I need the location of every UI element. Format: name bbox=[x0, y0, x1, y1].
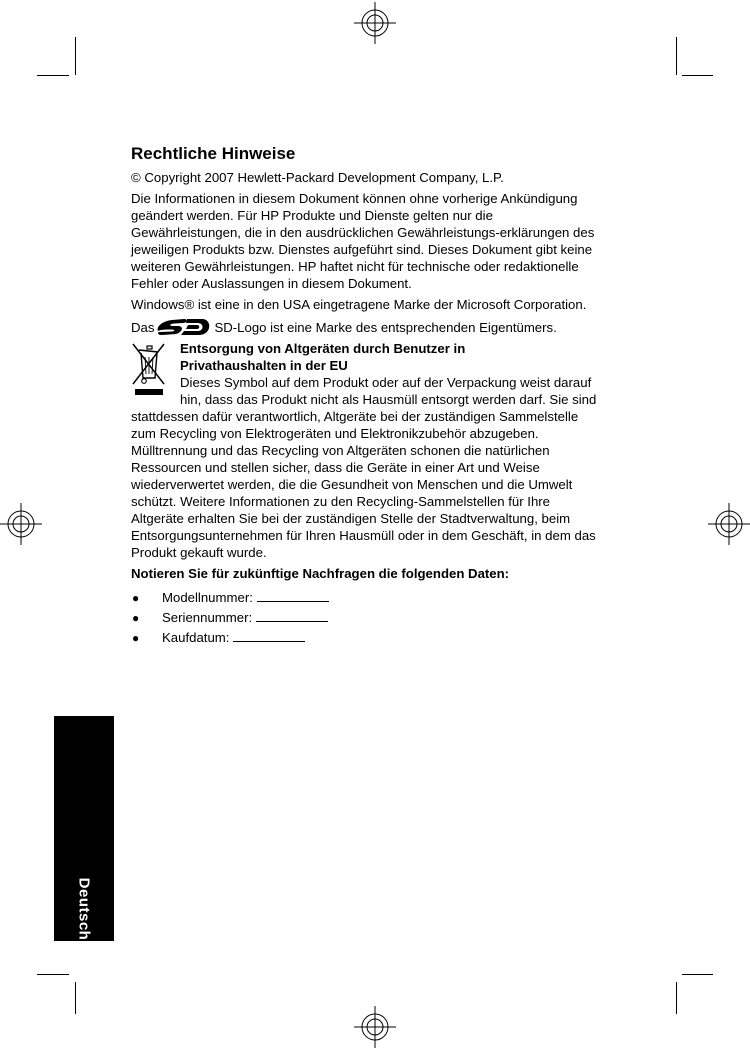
registration-mark-icon bbox=[0, 503, 42, 545]
crop-mark bbox=[75, 37, 76, 75]
info-paragraph: Die Informationen in diesem Dokument können ohne vorherige Ankündigung geändert werden. Für HP Produkte und Dienste gelten nur die Gewährleistungen, die in den ausdrücklichen Gewährleistungs-erklärungen des jeweiligen Produkts bzw. Dienstes aufgeführt sind. Dieses Dokument gibt keine weiteren Gewährleistungen. HP haftet nicht für technische oder redaktionelle Fehler oder Auslassungen in diesem Dokument. bbox=[131, 191, 595, 291]
crossed-out-wheelie-bin-icon bbox=[131, 340, 167, 396]
serial-number-label: Seriennummer: bbox=[162, 610, 253, 625]
crop-mark bbox=[75, 982, 76, 1014]
crop-mark bbox=[676, 982, 677, 1014]
weee-text: Dieses Symbol auf dem Produkt oder auf der Verpackung weist darauf hin, dass das Produkt nicht als Hausmüll entsorgt werden darf. Sie sind stattdessen dafür verantwortlich, Altgeräte bei der zuständigen Sammelstelle zum Recycling von Elektrogeräten und Elektronikzubehör abzugeben. Mülltrennung und das Recycling von Altgeräten schonen die natürlichen Ressourcen und stellen sicher, dass die Geräte in einer Art und Weise wiederverwertet werden, die die Gesundheit von Menschen und die Umwelt schützt. Weitere Informationen zu den Recycling-Sammelstellen für Ihre Altgeräte erhalten Sie bei der zuständigen Stelle der Stadtverwaltung, beim Entsorgungsunternehmen für Ihren Hausmüll oder in dem Geschäft, in dem das Produkt gekauft wurde. bbox=[131, 375, 597, 560]
sd-prefix: Das bbox=[131, 319, 155, 335]
registration-mark-icon bbox=[354, 1006, 396, 1048]
record-fields-list bbox=[131, 588, 603, 648]
copyright-line: © Copyright 2007 Hewlett-Packard Development Company, L.P. bbox=[131, 170, 504, 185]
model-number-label: Modellnummer: bbox=[162, 590, 253, 605]
registration-mark-icon bbox=[354, 2, 396, 44]
purchase-date-label: Kaufdatum: bbox=[162, 630, 230, 645]
purchase-date-blank bbox=[233, 628, 305, 642]
crop-mark bbox=[682, 974, 713, 975]
serial-number-blank bbox=[256, 608, 328, 622]
windows-trademark-paragraph: Windows® ist eine in den USA eingetragene Marke der Microsoft Corporation. bbox=[131, 297, 587, 312]
language-tab-label: Deutsch bbox=[75, 877, 93, 940]
list-item bbox=[131, 608, 603, 628]
sd-trademark-line bbox=[131, 317, 603, 337]
notes-heading: Notieren Sie für zukünftige Nachfragen die folgenden Daten: bbox=[131, 566, 510, 581]
bullet-icon: ● bbox=[132, 611, 140, 625]
crop-mark bbox=[37, 75, 69, 76]
bullet-icon: ● bbox=[132, 631, 140, 645]
crop-mark bbox=[676, 37, 677, 75]
sd-logo-icon bbox=[154, 317, 212, 337]
model-number-blank bbox=[257, 588, 329, 602]
list-item bbox=[131, 588, 603, 608]
bullet-icon: ● bbox=[132, 591, 140, 605]
page-title: Rechtliche Hinweise bbox=[131, 144, 296, 163]
registration-mark-icon bbox=[708, 503, 750, 545]
sd-suffix: SD-Logo ist eine Marke des entsprechenden Eigentümers. bbox=[214, 319, 557, 335]
weee-section bbox=[131, 340, 603, 561]
list-item bbox=[131, 628, 603, 648]
language-tab bbox=[54, 716, 114, 941]
document-body bbox=[131, 143, 603, 648]
crop-mark bbox=[37, 974, 69, 975]
crop-mark bbox=[682, 75, 713, 76]
weee-heading: Entsorgung von Altgeräten durch Benutzer in Privathaushalten in der EU bbox=[180, 341, 466, 373]
